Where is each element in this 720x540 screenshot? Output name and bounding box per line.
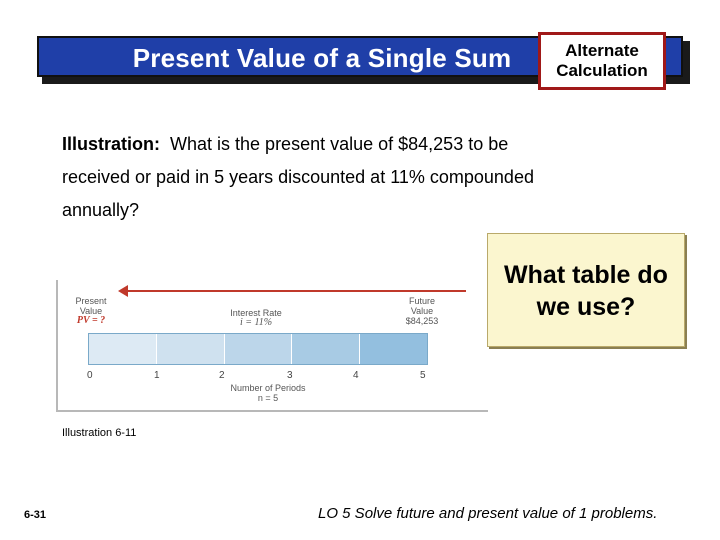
question-callout <box>487 233 685 347</box>
period-tick: 3 <box>287 370 293 381</box>
period-tick: 4 <box>353 370 359 381</box>
period-segment <box>225 334 293 364</box>
period-tick: 1 <box>154 370 160 381</box>
calculation-label: Calculation <box>556 61 648 80</box>
period-segment <box>89 334 157 364</box>
illustration-line-2: received or paid in 5 years discounted at 11% compounded <box>62 167 534 187</box>
illustration-line-3: annually? <box>62 200 140 220</box>
interest-rate-expr: i = 11% <box>239 317 273 328</box>
slide-title: Present Value of a Single Sum <box>132 43 512 73</box>
illustration-label: Illustration: <box>62 134 160 154</box>
periods-label-text: Number of Periods <box>230 383 306 393</box>
period-tick: 2 <box>219 370 225 381</box>
period-segment <box>360 334 427 364</box>
slide-number: 6-31 <box>24 509 47 521</box>
future-value-line2: Value <box>410 306 434 316</box>
period-tick: 5 <box>420 370 426 381</box>
question-line-1: What table do <box>504 261 668 289</box>
present-value-expr: PV = ? <box>76 315 106 326</box>
present-value-line2: Value <box>79 306 103 316</box>
period-segment <box>292 334 360 364</box>
period-segment <box>157 334 225 364</box>
illustration-text <box>62 128 662 227</box>
future-value-label <box>394 296 450 326</box>
future-value-line1: Future <box>408 296 435 306</box>
illustration-line-1 <box>62 128 662 161</box>
present-value-line1: Present <box>75 296 107 306</box>
interest-rate-label <box>216 308 296 328</box>
future-value-amount: $84,253 <box>405 316 439 326</box>
illustration-caption: Illustration 6-11 <box>62 427 137 439</box>
timeline-arrow-line <box>126 290 466 292</box>
interest-rate-line1: Interest Rate <box>230 308 282 318</box>
alternate-calculation-badge <box>538 32 666 90</box>
number-of-periods-label <box>208 383 328 403</box>
period-bar <box>88 333 428 365</box>
alternate-label: Alternate <box>565 41 639 60</box>
period-tick: 0 <box>87 370 93 381</box>
illustration-line-1-text: What is the present value of $84,253 to be <box>170 134 509 154</box>
timeline-diagram <box>58 278 490 410</box>
present-value-label <box>66 296 116 326</box>
learning-objective: LO 5 Solve future and present value of 1 problems. <box>318 505 658 522</box>
periods-expr: n = 5 <box>257 393 279 403</box>
question-line-2: we use? <box>536 293 636 321</box>
